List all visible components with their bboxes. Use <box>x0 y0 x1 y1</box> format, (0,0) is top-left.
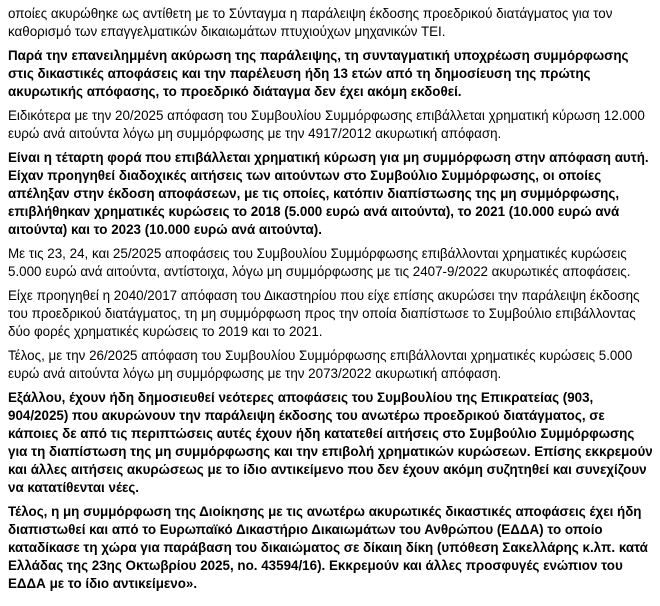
paragraph-7: Τέλος, με την 26/2025 απόφαση του Συμβουλίου Συμμόρφωσης επιβάλλονται χρηματικές κυρώσεις 5.000 ευρώ ανά αιτούντα λόγω μη συμμόρφωσης με την 2073/2022 ακυρωτική απόφαση. <box>8 348 633 381</box>
paragraph-3: Ειδικότερα με την 20/2025 απόφαση του Συμβουλίου Συμμόρφωσης επιβάλλεται χρηματική κύρωση 12.000 ευρώ ανά αιτούντα λόγω μη συμμόρφωσης με την 4917/2012 ακυρωτική απόφαση. <box>8 108 645 141</box>
paragraph-2: Παρά την επανειλημμένη ακύρωση της παράλειψης, τη συνταγματική υποχρέωση συμμόρφωσης στις δικαστικές αποφάσεις και την παρέλευση ήδη 13 ετών από τη δημοσίευση της πρώτης ακυρωτικής απόφασης, το προεδρικό διάταγμα δεν έχει ακόμη εκδοθεί. <box>8 48 629 99</box>
paragraph-8: Εξάλλου, έχουν ήδη δημοσιευθεί νεότερες αποφάσεις του Συμβουλίου της Επικρατείας (903, 904/2025) που ακυρώνουν την παράλειψη έκδοσης του ανωτέρω προεδρικού διατάγματος, σε κάποιες δε από τις περιπτώσεις αυτές έχουν ήδη κατατεθεί αιτήσεις στο Συμβούλιο Συμμόρφωσης για τη διαπίστωση της μη συμμόρφωσης και την επιβολή χρηματικών κυρώσεων. Επίσης εκκρεμούν και άλλες αιτήσεις ακυρώσεως με το ίδιο αντικείμενο που δεν έχουν ακόμη συζητηθεί και συνεχίζουν να κατατίθενται νέες. <box>8 390 653 495</box>
paragraph-4: Είναι η τέταρτη φορά που επιβάλλεται χρηματική κύρωση για μη συμμόρφωση στην απόφαση αυτή. Είχαν προηγηθεί διαδοχικές αιτήσεις των αιτούντων στο Συμβούλιο Συμμόρφωσης, οι οποίες απέληξαν στην έκδοση αποφάσεων, με τις οποίες, κατόπιν διαπίστωσης της μη συμμόρφωσης, επιβλήθηκαν χρηματικές κυρώσεις το 2018 (5.000 ευρώ ανά αιτούντα), το 2021 (10.000 ευρώ ανά αιτούντα) και το 2023 (10.000 ευρώ ανά αιτούντα). <box>8 150 649 237</box>
paragraph-5: Με τις 23, 24, και 25/2025 αποφάσεις του Συμβουλίου Συμμόρφωσης επιβάλλονται χρηματικές κυρώσεις 5.000 ευρώ ανά αιτούντα, αντίστοιχα, λόγω μη συμμόρφωσης με τις 2407-9/2022 ακυρωτικές αποφάσεις. <box>8 246 631 279</box>
paragraph-9: Τέλος, η μη συμμόρφωση της Διοίκησης με τις ανωτέρω ακυρωτικές δικαστικές αποφάσεις έχει ήδη διαπιστωθεί και από το Ευρωπαϊκό Δικαστήριο Δικαιωμάτων του Ανθρώπου (ΕΔΔΑ) το οποίο καταδίκασε τη χώρα για παράβαση του δικαιώματος σε δίκαιη δίκη (υπόθεση Σακελλάρης κ.λπ. κατά Ελλάδας της 23ης Οκτωβρίου 2025, no. 43594/16). Εκκρεμούν και άλλες προσφυγές ενώπιον του ΕΔΔΑ με το ίδιο αντικείμενο». <box>8 504 648 591</box>
paragraph-1: οποίες ακυρώθηκε ως αντίθετη με το Σύνταγμα η παράλειψη έκδοσης προεδρικού διατάγματος για τον καθορισμό των επαγγελματικών δικαιωμάτων πτυχιούχων μηχανικών ΤΕΙ. <box>8 6 613 39</box>
paragraph-6: Είχε προηγηθεί η 2040/2017 απόφαση του Δικαστηρίου που είχε επίσης ακυρώσει την παράλειψη έκδοσης του προεδρικού διατάγματος, τη μη συμμόρφωση προς την οποία διαπίστωσε το Συμβούλιο επιβάλλοντας δύο φορές χρηματικές κυρώσεις το 2019 και το 2021. <box>8 288 640 339</box>
